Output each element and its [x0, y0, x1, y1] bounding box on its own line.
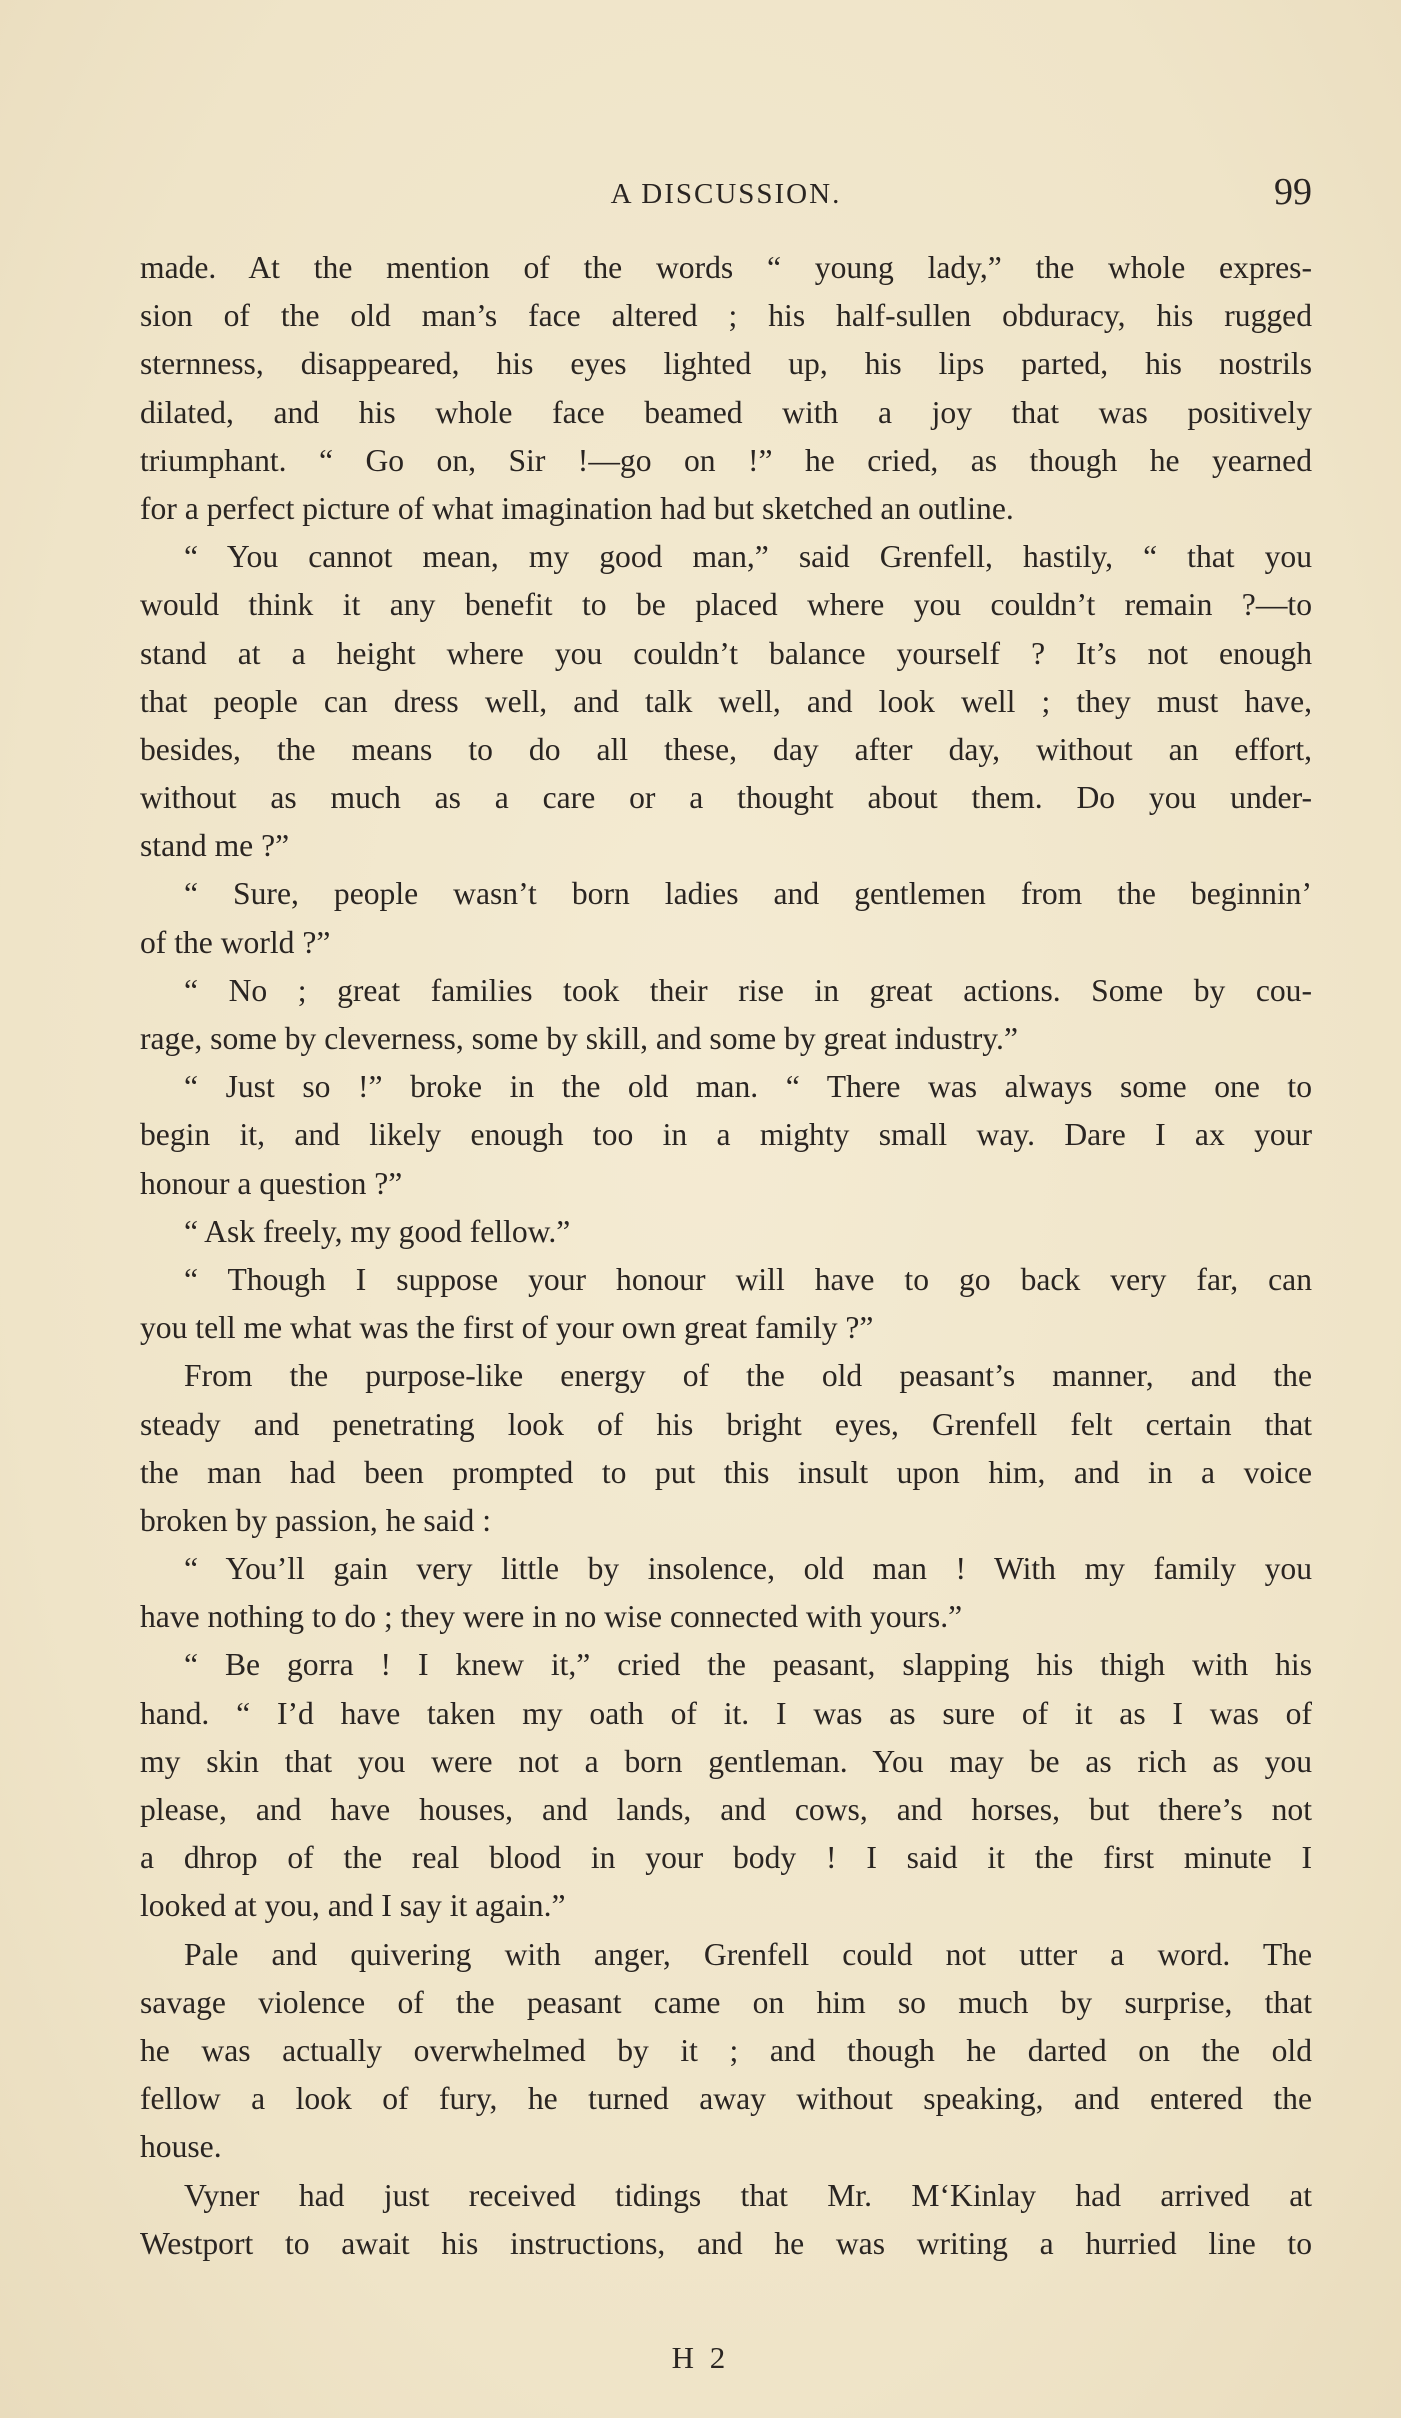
text-line: house. — [140, 2129, 222, 2165]
text-line: “ Though I suppose your honour will have to go back very far, can — [184, 1261, 1312, 1297]
text-line: rage, some by cleverness, some by skill, and some by great industry.” — [140, 1021, 1018, 1056]
text-line: honour a question ?” — [140, 1165, 403, 1201]
text-line: please, and have houses, and lands, and cows, and horses, but there’s not — [140, 1792, 1312, 1827]
text-line: would think it any benefit to be placed where you couldn’t remain ?—to — [140, 587, 1312, 623]
text-line: begin it, and likely enough too in a mighty small way. Dare I ax your — [140, 1117, 1312, 1153]
text-line: “ You’ll gain very little by insolence, old man ! With my family you — [184, 1551, 1312, 1587]
text-line: have nothing to do ; they were in no wise connected with yours.” — [140, 1599, 963, 1635]
text-line: sternness, disappeared, his eyes lighted up, his lips parted, his nostrils — [140, 346, 1312, 382]
running-head — [140, 170, 1312, 226]
text-line: triumphant. “ Go on, Sir !—go on !” he cried, as though he yearned — [140, 442, 1312, 478]
text-line: stand at a height where you couldn’t balance yourself ? It’s not enough — [140, 635, 1312, 671]
text-line: “ Ask freely, my good fellow.” — [184, 1213, 571, 1249]
text-line: Pale and quivering with anger, Grenfell could not utter a word. The — [184, 1936, 1312, 1972]
text-line: steady and penetrating look of his bright eyes, Grenfell felt certain that — [140, 1406, 1312, 1442]
signature-mark: H 2 — [671, 2340, 730, 2375]
text-line: Vyner had just received tidings that Mr. M‘Kinlay had arrived at — [184, 2177, 1312, 2213]
text-line: “ Sure, people wasn’t born ladies and gentlemen from the beginnin’ — [184, 876, 1312, 912]
text-line: hand. “ I’d have taken my oath of it. I was as sure of it as I was of — [140, 1695, 1312, 1731]
text-line: made. At the mention of the words “ young lady,” the whole expres- — [140, 250, 1312, 285]
body-text — [140, 244, 1312, 2268]
text-line: for a perfect picture of what imagination had but sketched an outline. — [140, 490, 1014, 526]
text-line: fellow a look of fury, he turned away without speaking, and entered the — [140, 2081, 1312, 2117]
text-line: From the purpose-like energy of the old peasant’s manner, and the — [184, 1358, 1312, 1394]
text-line: “ You cannot mean, my good man,” said Grenfell, hastily, “ that you — [184, 539, 1312, 575]
text-line: sion of the old man’s face altered ; his half-sullen obduracy, his rugged — [140, 298, 1312, 334]
text-line: of the world ?” — [140, 924, 331, 960]
text-line: besides, the means to do all these, day after day, without an effort, — [140, 731, 1312, 767]
text-line: he was actually overwhelmed by it ; and though he darted on the old — [140, 2032, 1312, 2068]
text-line: you tell me what was the first of your own great family ?” — [140, 1310, 874, 1346]
running-title: A DISCUSSION. — [610, 178, 842, 210]
text-line: without as much as a care or a thought about them. Do you under- — [140, 780, 1312, 816]
text-line: dilated, and his whole face beamed with a joy that was positively — [140, 394, 1312, 430]
page-number: 99 — [1274, 171, 1312, 213]
text-line: looked at you, and I say it again.” — [140, 1888, 566, 1924]
text-line: “ No ; great families took their rise in great actions. Some by cou- — [184, 972, 1312, 1008]
text-line: “ Just so !” broke in the old man. “ There was always some one to — [184, 1069, 1312, 1105]
text-line: a dhrop of the real blood in your body ! I said it the first minute I — [140, 1840, 1312, 1876]
text-line: “ Be gorra ! I knew it,” cried the peasant, slapping his thigh with his — [184, 1647, 1312, 1683]
text-line: stand me ?” — [140, 828, 290, 864]
text-line: savage violence of the peasant came on him so much by surprise, that — [140, 1984, 1312, 2020]
text-line: my skin that you were not a born gentleman. You may be as rich as you — [140, 1743, 1312, 1779]
text-line: Westport to await his instructions, and he was writing a hurried line to — [140, 2225, 1312, 2261]
text-line: broken by passion, he said : — [140, 1502, 491, 1538]
text-line: the man had been prompted to put this insult upon him, and in a voice — [140, 1454, 1312, 1490]
text-line: that people can dress well, and talk well, and look well ; they must have, — [140, 683, 1312, 719]
